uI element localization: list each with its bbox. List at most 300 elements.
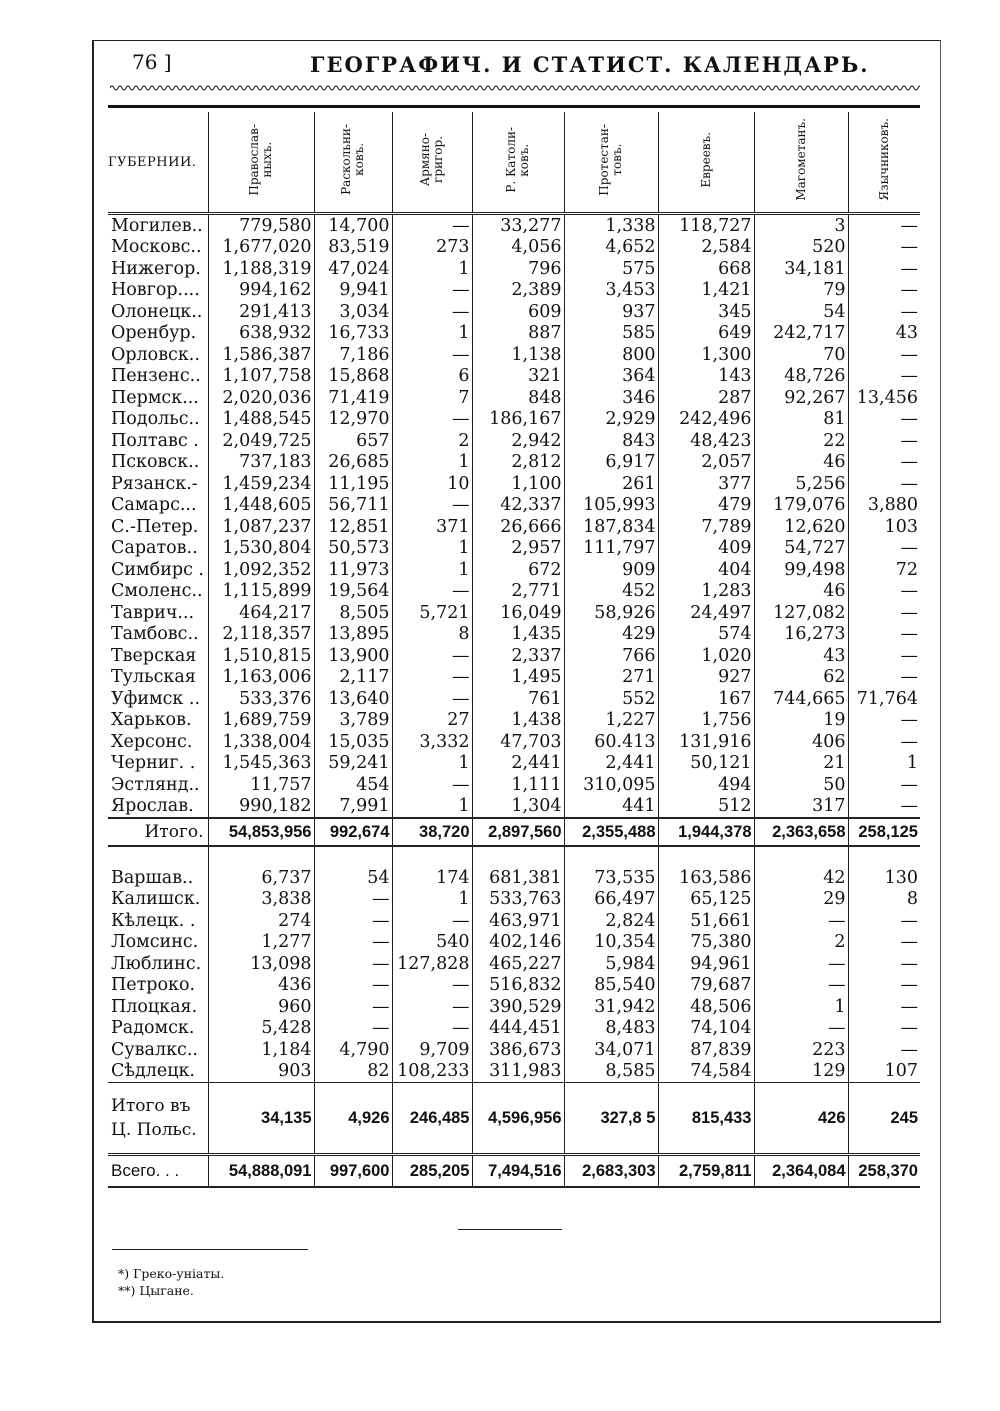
table-cell: — — [314, 975, 392, 997]
table-cell: 1,495 — [472, 667, 564, 689]
province-name: Орловск.. — [108, 344, 208, 366]
province-name: Саратов.. — [108, 538, 208, 560]
table-row — [108, 624, 920, 646]
table-cell: 242,496 — [658, 409, 754, 431]
table-cell: — — [900, 975, 918, 996]
table-cell: 186,167 — [472, 409, 564, 431]
table-cell: 10,354 — [564, 932, 658, 954]
table-cell: — — [314, 910, 392, 932]
table-cell: 94,961 — [658, 953, 754, 975]
table-cell: 242,717 — [754, 323, 848, 345]
table-cell: 16,733 — [314, 323, 392, 345]
province-name: Симбирс . — [108, 559, 208, 581]
table-cell: — — [314, 889, 392, 911]
table-row — [108, 473, 920, 495]
table-cell: 657 — [314, 430, 392, 452]
table-cell: 107 — [884, 1061, 918, 1082]
table-cell: 815,433 — [658, 1083, 754, 1155]
table-cell: — — [900, 796, 918, 817]
table-cell: 83,519 — [314, 237, 392, 259]
province-name: Смоленс.. — [108, 581, 208, 603]
table-cell: 512 — [658, 796, 754, 819]
table-cell: — — [900, 731, 918, 752]
column-header: Магометанъ. — [754, 112, 848, 214]
table-cell: 649 — [658, 323, 754, 345]
table-cell: 12,620 — [754, 516, 848, 538]
table-cell: 163,586 — [658, 867, 754, 889]
table-cell: 2,389 — [472, 280, 564, 302]
table-cell: 15,035 — [314, 731, 392, 753]
table-cell: 2,942 — [472, 430, 564, 452]
table-cell: — — [900, 1039, 918, 1060]
table-cell: — — [900, 910, 918, 931]
table-cell: — — [392, 280, 472, 302]
table-cell: 1,488,545 — [208, 409, 314, 431]
table-cell: 2,117 — [314, 667, 392, 689]
table-cell: 2,057 — [658, 452, 754, 474]
column-header-province: ГУБЕРНИИ. — [108, 112, 208, 214]
table-cell: 47,024 — [314, 258, 392, 280]
table-row — [108, 430, 920, 452]
table-cell: 516,832 — [472, 975, 564, 997]
table-cell: 34,135 — [208, 1083, 314, 1155]
table-cell: 3,838 — [208, 889, 314, 911]
table-cell: 85,540 — [564, 975, 658, 997]
table-cell: 179,076 — [754, 495, 848, 517]
table-cell: 24,497 — [658, 602, 754, 624]
column-header: Православ- ныхъ. — [208, 112, 314, 214]
table-cell: 8,585 — [564, 1061, 658, 1083]
table-cell: 1,100 — [472, 473, 564, 495]
table-cell: 62 — [754, 667, 848, 689]
table-cell: 261 — [564, 473, 658, 495]
table-cell: 2 — [392, 430, 472, 452]
table-cell: 404 — [658, 559, 754, 581]
table-cell: 2,337 — [472, 645, 564, 667]
table-cell: 463,971 — [472, 910, 564, 932]
table-cell: 11,195 — [314, 473, 392, 495]
table-cell: 33,277 — [472, 214, 564, 237]
table-cell: 1,092,352 — [208, 559, 314, 581]
table-cell: — — [900, 280, 918, 301]
table-cell: 19,564 — [314, 581, 392, 603]
table-cell: — — [314, 1018, 392, 1040]
table-cell: 274 — [208, 910, 314, 932]
table-cell: 245 — [848, 1083, 920, 1155]
table-row — [108, 344, 920, 366]
table-cell: 9,941 — [314, 280, 392, 302]
table-cell: 575 — [564, 258, 658, 280]
province-name: Подольс.. — [108, 409, 208, 431]
table-cell: 311,983 — [472, 1061, 564, 1083]
province-name: Полтавс . — [108, 430, 208, 452]
table-cell: 16,273 — [754, 624, 848, 646]
table-cell: 9,709 — [392, 1039, 472, 1061]
table-cell: 520 — [754, 237, 848, 259]
table-cell: 371 — [392, 516, 472, 538]
table-cell: 426 — [754, 1083, 848, 1155]
table-cell: 1,184 — [208, 1039, 314, 1061]
table-row — [108, 889, 920, 911]
table-cell: — — [900, 237, 918, 258]
column-header: Р. Католи- ковъ. — [472, 112, 564, 214]
table-cell: 42 — [754, 867, 848, 889]
province-name: Черниг. . — [108, 753, 208, 775]
table-cell: — — [900, 602, 918, 623]
table-cell: 1,138 — [472, 344, 564, 366]
table-cell: 130 — [884, 867, 918, 888]
table-cell: 79,687 — [658, 975, 754, 997]
table-cell: 766 — [564, 645, 658, 667]
table-cell: 87,839 — [658, 1039, 754, 1061]
table-cell: 377 — [658, 473, 754, 495]
province-name: Псковск.. — [108, 452, 208, 474]
table-cell: — — [900, 710, 918, 731]
table-cell: 111,797 — [564, 538, 658, 560]
table-header-row — [108, 112, 920, 214]
column-header: Раскольни- ковъ. — [314, 112, 392, 214]
table-row — [108, 753, 920, 775]
empty-cell — [314, 846, 392, 867]
province-name: Пермск... — [108, 387, 208, 409]
table-cell: 73,535 — [564, 867, 658, 889]
table-cell: 796 — [472, 258, 564, 280]
table-cell: — — [900, 215, 918, 236]
province-name: Московс.. — [108, 237, 208, 259]
table-cell: — — [314, 996, 392, 1018]
table-cell: 246,485 — [392, 1083, 472, 1155]
table-cell: 1,300 — [658, 344, 754, 366]
table-cell: 2,897,560 — [472, 818, 564, 846]
table-row — [108, 323, 920, 345]
table-cell: 1,338,004 — [208, 731, 314, 753]
table-cell: 8 — [906, 889, 918, 910]
province-name: Нижегор. — [108, 258, 208, 280]
table-cell: 271 — [564, 667, 658, 689]
table-cell: 997,600 — [314, 1155, 392, 1188]
table-cell: 2,363,658 — [754, 818, 848, 846]
table-cell: 994,162 — [208, 280, 314, 302]
table-cell: 31,942 — [564, 996, 658, 1018]
table-cell: 13,640 — [314, 688, 392, 710]
table-cell: 779,580 — [208, 214, 314, 237]
table-cell: 1 — [392, 452, 472, 474]
table-row — [108, 774, 920, 796]
table-cell: 1,087,237 — [208, 516, 314, 538]
province-name: Варшав.. — [108, 867, 208, 889]
table-cell: 143 — [658, 366, 754, 388]
table-cell: 452 — [564, 581, 658, 603]
table-row — [108, 581, 920, 603]
table-row — [108, 910, 920, 932]
table-cell: 609 — [472, 301, 564, 323]
table-row — [108, 1061, 920, 1083]
table-cell: 1 — [392, 258, 472, 280]
table-cell: — — [900, 409, 918, 430]
table-cell: 346 — [564, 387, 658, 409]
footnote-rule — [112, 1249, 308, 1250]
table-cell: 3,453 — [564, 280, 658, 302]
table-cell: 1,435 — [472, 624, 564, 646]
table-row — [108, 645, 920, 667]
table-cell: 46 — [754, 452, 848, 474]
table-cell: 843 — [564, 430, 658, 452]
empty-cell — [754, 846, 848, 867]
table-cell: 887 — [472, 323, 564, 345]
table-cell: 533,376 — [208, 688, 314, 710]
table-cell: — — [900, 301, 918, 322]
table-cell: 6,917 — [564, 452, 658, 474]
table-cell: 1,163,006 — [208, 667, 314, 689]
table-row — [108, 602, 920, 624]
table-cell: 327,8 5 — [564, 1083, 658, 1155]
table-cell: 3 — [754, 214, 848, 237]
table-cell: 174 — [392, 867, 472, 889]
table-cell: 406 — [754, 731, 848, 753]
table-cell: 60.413 — [564, 731, 658, 753]
table-cell: — — [900, 667, 918, 688]
table-cell: 1,510,815 — [208, 645, 314, 667]
table-cell: 13,098 — [208, 953, 314, 975]
table-cell: 48,726 — [754, 366, 848, 388]
table-cell: — — [392, 495, 472, 517]
table-cell: — — [392, 409, 472, 431]
table-cell: 108,233 — [392, 1061, 472, 1083]
table-cell: — — [900, 473, 918, 494]
table-row — [108, 953, 920, 975]
table-cell: 681,381 — [472, 867, 564, 889]
running-title: ГЕОГРАФИЧ. И СТАТИСТ. КАЛЕНДАРЬ. — [310, 52, 870, 77]
table-cell: 74,104 — [658, 1018, 754, 1040]
province-name: Всего. . . — [108, 1155, 208, 1188]
table-cell: 465,227 — [472, 953, 564, 975]
table-cell: — — [392, 667, 472, 689]
grand-total-row — [108, 1155, 920, 1188]
table-cell: 2 — [754, 932, 848, 954]
table-cell: 26,666 — [472, 516, 564, 538]
table-cell: 46 — [754, 581, 848, 603]
table-cell: 26,685 — [314, 452, 392, 474]
table-cell: 672 — [472, 559, 564, 581]
table-cell: 310,095 — [564, 774, 658, 796]
province-name: Радомск. — [108, 1018, 208, 1040]
table-row — [108, 495, 920, 517]
table-cell: 533,763 — [472, 889, 564, 911]
table-cell: 909 — [564, 559, 658, 581]
table-cell: 48,423 — [658, 430, 754, 452]
table-row — [108, 452, 920, 474]
table-cell: 34,181 — [754, 258, 848, 280]
table-cell: 960 — [208, 996, 314, 1018]
table-cell: 744,665 — [754, 688, 848, 710]
poland-total-row — [108, 1083, 920, 1155]
table-cell: 1 — [392, 538, 472, 560]
wavy-rule — [110, 82, 920, 94]
table-row — [108, 1018, 920, 1040]
table-cell: 454 — [314, 774, 392, 796]
table-cell: 129 — [754, 1061, 848, 1083]
table-cell: 2,364,084 — [754, 1155, 848, 1188]
end-rule — [458, 1229, 562, 1230]
table-cell: 8,483 — [564, 1018, 658, 1040]
province-name: С.-Петер. — [108, 516, 208, 538]
table-cell: — — [392, 996, 472, 1018]
table-cell: 92,267 — [754, 387, 848, 409]
table-cell: 27 — [392, 710, 472, 732]
table-cell: — — [314, 932, 392, 954]
table-cell: 16,049 — [472, 602, 564, 624]
table-cell: 71,764 — [856, 688, 918, 709]
table-cell: 2,929 — [564, 409, 658, 431]
table-cell: — — [392, 910, 472, 932]
table-cell: — — [900, 774, 918, 795]
table-cell: 8,505 — [314, 602, 392, 624]
table-cell: 1,188,319 — [208, 258, 314, 280]
table-cell: 1,944,378 — [658, 818, 754, 846]
empty-cell — [658, 846, 754, 867]
province-name: Люблинс. — [108, 953, 208, 975]
table-row — [108, 516, 920, 538]
table-cell: 494 — [658, 774, 754, 796]
table-cell: 7,789 — [658, 516, 754, 538]
table-cell: 1,283 — [658, 581, 754, 603]
table-cell: 38,720 — [392, 818, 472, 846]
table-row — [108, 996, 920, 1018]
table-cell: 43 — [895, 323, 918, 344]
table-cell: 70 — [754, 344, 848, 366]
table-cell: 2,118,357 — [208, 624, 314, 646]
table-cell: 54,888,091 — [208, 1155, 314, 1188]
table-cell: 127,082 — [754, 602, 848, 624]
table-cell: 1 — [392, 889, 472, 911]
table-cell: 3,034 — [314, 301, 392, 323]
table-row — [108, 258, 920, 280]
table-cell: — — [392, 774, 472, 796]
table-cell: 1,277 — [208, 932, 314, 954]
table-cell: 937 — [564, 301, 658, 323]
table-cell: — — [900, 344, 918, 365]
table-cell: 3,332 — [392, 731, 472, 753]
table-cell: 34,071 — [564, 1039, 658, 1061]
province-name: Могилев.. — [108, 214, 208, 237]
table-cell: 1 — [754, 996, 848, 1018]
table-cell: 4,790 — [314, 1039, 392, 1061]
table-cell: — — [754, 975, 848, 997]
table-cell: 3,789 — [314, 710, 392, 732]
table-cell: 43 — [754, 645, 848, 667]
province-name: Сѣдлецк. — [108, 1061, 208, 1083]
table-cell: 992,674 — [314, 818, 392, 846]
table-cell: 317 — [754, 796, 848, 819]
table-cell: 2,759,811 — [658, 1155, 754, 1188]
table-cell: 48,506 — [658, 996, 754, 1018]
table-cell: 79 — [754, 280, 848, 302]
table-row — [108, 366, 920, 388]
table-cell: 429 — [564, 624, 658, 646]
table-cell: 1,448,605 — [208, 495, 314, 517]
table-cell: 1,438 — [472, 710, 564, 732]
table-cell: 1,020 — [658, 645, 754, 667]
table-cell: 50,573 — [314, 538, 392, 560]
province-name: Итого. — [108, 818, 208, 846]
table-row — [108, 867, 920, 889]
table-cell: 2,812 — [472, 452, 564, 474]
table-row — [108, 538, 920, 560]
table-cell: 2,441 — [564, 753, 658, 775]
table-cell: 668 — [658, 258, 754, 280]
table-cell: 103 — [884, 516, 918, 537]
column-header: Евреевъ. — [658, 112, 754, 214]
province-name: Тверская — [108, 645, 208, 667]
table-cell: 54 — [754, 301, 848, 323]
table-cell: — — [900, 538, 918, 559]
table-cell: 13,900 — [314, 645, 392, 667]
table-row — [108, 932, 920, 954]
table-cell: 1,227 — [564, 710, 658, 732]
table-cell: 71,419 — [314, 387, 392, 409]
table-row — [108, 667, 920, 689]
table-row — [108, 688, 920, 710]
table-cell: 479 — [658, 495, 754, 517]
table-cell: 75,380 — [658, 932, 754, 954]
table-cell: — — [754, 910, 848, 932]
table-cell: 2,683,303 — [564, 1155, 658, 1188]
table-cell: 1,689,759 — [208, 710, 314, 732]
table-cell: — — [754, 953, 848, 975]
table-cell: 3,880 — [867, 495, 918, 516]
table-cell: 50 — [754, 774, 848, 796]
province-name: Кѣлецк. . — [108, 910, 208, 932]
table-cell: 58,926 — [564, 602, 658, 624]
table-cell: 2,584 — [658, 237, 754, 259]
table-cell: 82 — [314, 1061, 392, 1083]
table-cell: 4,596,956 — [472, 1083, 564, 1155]
table-cell: 321 — [472, 366, 564, 388]
table-cell: 51,661 — [658, 910, 754, 932]
table-cell: 4,926 — [314, 1083, 392, 1155]
table-cell: 258,125 — [848, 818, 920, 846]
empty-cell — [472, 846, 564, 867]
table-cell: 1 — [392, 753, 472, 775]
table-cell: 552 — [564, 688, 658, 710]
table-cell: 273 — [392, 237, 472, 259]
table-cell: 364 — [564, 366, 658, 388]
table-row — [108, 1039, 920, 1061]
table-cell: 19 — [754, 710, 848, 732]
table-cell: 1,530,804 — [208, 538, 314, 560]
province-name: Рязанск.- — [108, 473, 208, 495]
table-cell: 1,586,387 — [208, 344, 314, 366]
table-cell: — — [900, 996, 918, 1017]
table-cell: 2,020,036 — [208, 387, 314, 409]
table-cell: 4,056 — [472, 237, 564, 259]
table-cell: 59,241 — [314, 753, 392, 775]
table-cell: 848 — [472, 387, 564, 409]
table-cell: 131,916 — [658, 731, 754, 753]
table-cell: 761 — [472, 688, 564, 710]
table-cell: — — [392, 214, 472, 237]
table-cell: 7,991 — [314, 796, 392, 819]
table-cell: 1,756 — [658, 710, 754, 732]
province-name: Олонецк.. — [108, 301, 208, 323]
table-cell: 1,304 — [472, 796, 564, 819]
table-cell: — — [900, 258, 918, 279]
table-cell: 574 — [658, 624, 754, 646]
table-row — [108, 975, 920, 997]
table-cell: 54,853,956 — [208, 818, 314, 846]
table-cell: 2,355,488 — [564, 818, 658, 846]
header-rule — [108, 105, 920, 108]
